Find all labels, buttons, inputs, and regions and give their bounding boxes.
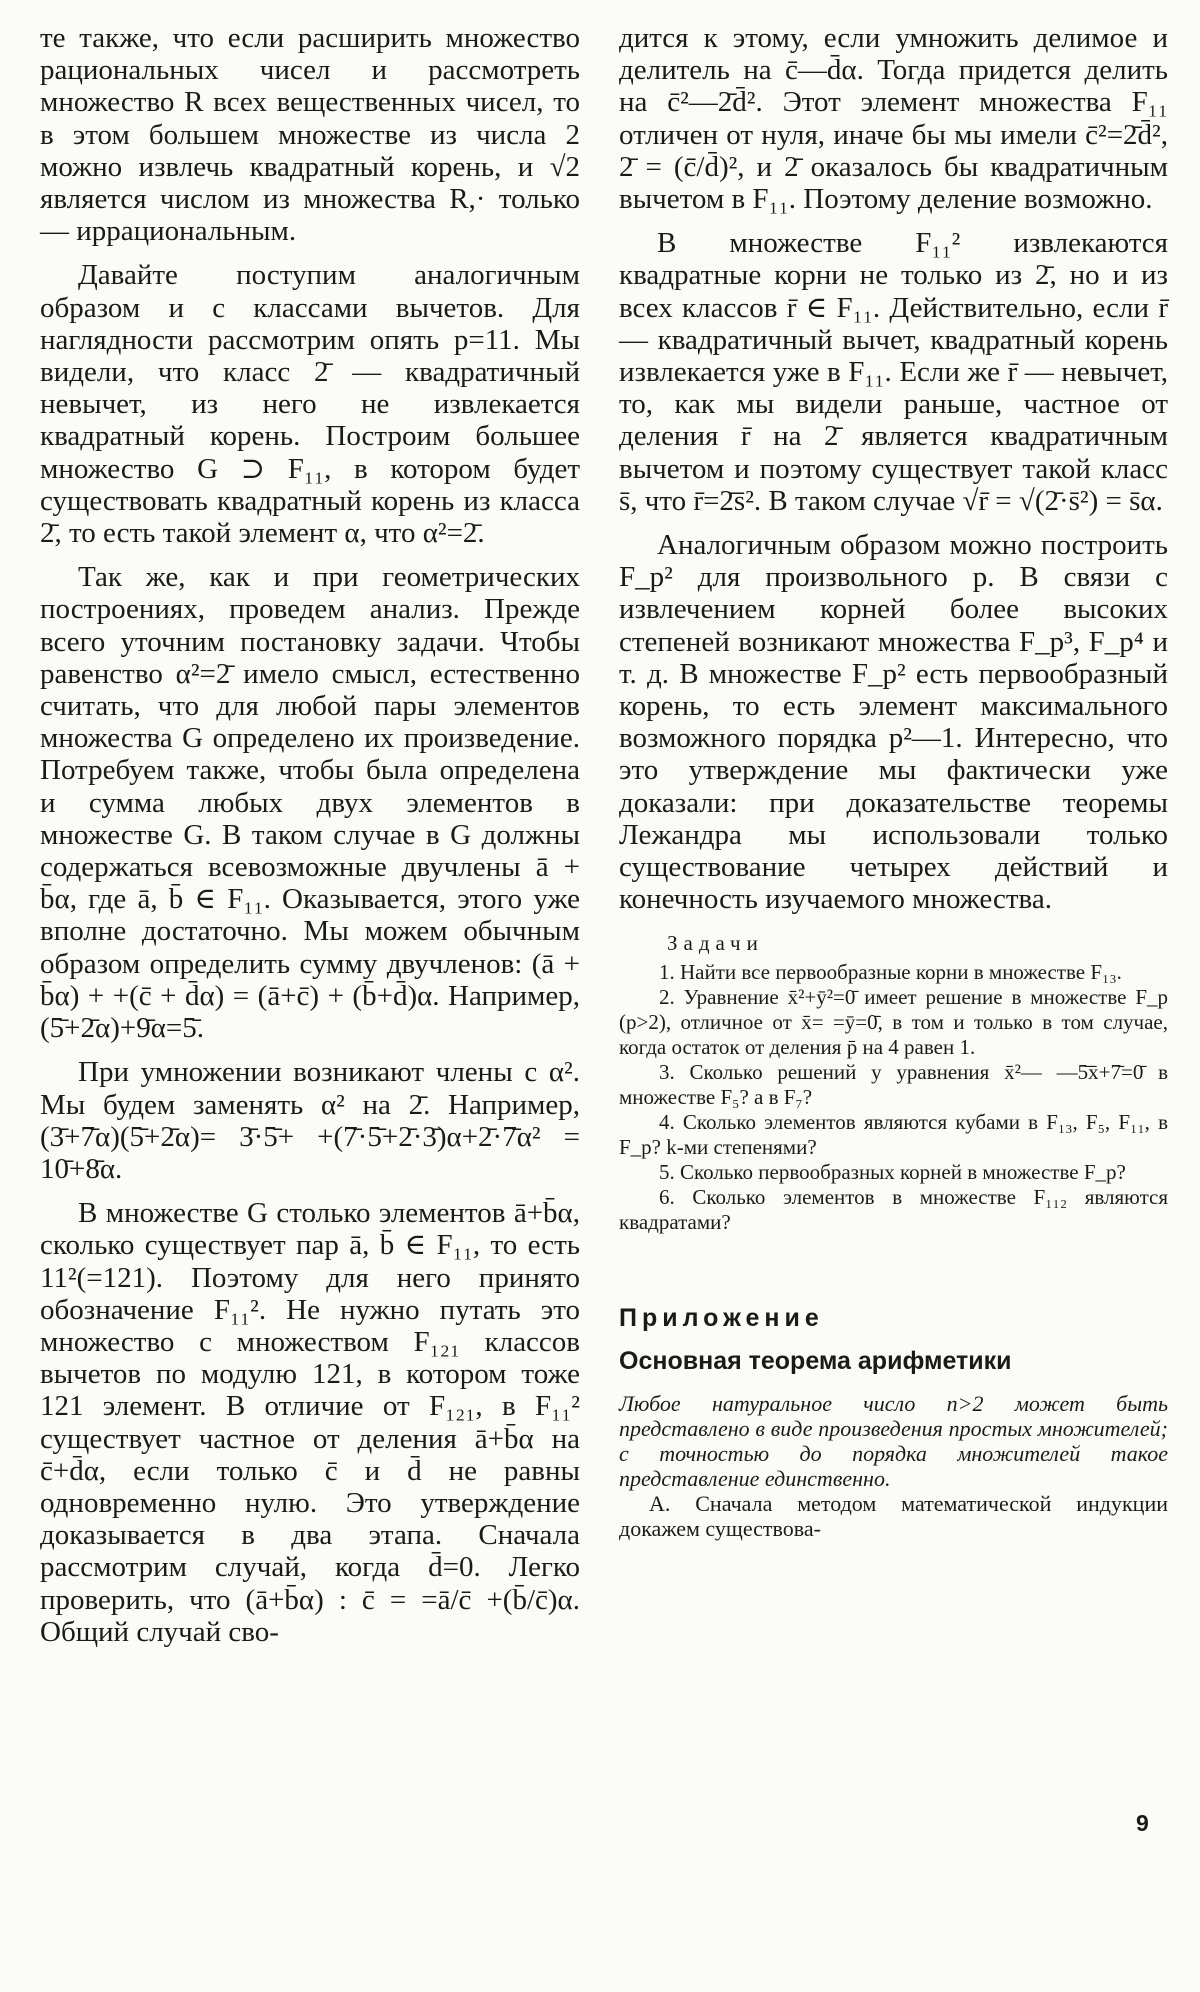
paragraph: дится к этому, если умножить делимое и делитель на c̄—d̄α. Тогда придется делить на c̄²—2̄d̄². Этот элемент множества F₁₁ отличен от нуля, иначе бы мы имели c̄²=2̄d̄², 2̄ = (c̄/d̄)², и 2̄ оказалось бы квадратичным вычетом в F₁₁. Поэтому деление возможно. (619, 22, 1168, 216)
paragraph: В множестве F₁₁² извлекаются квадратные корни не только из 2̄, но и из всех классов r̄ ∈ F₁₁. Действительно, если r̄ — квадратичный вычет, квадратный корень извлекается уже в F₁₁. Если же r̄ — невычет, то, как мы видели раньше, частное от деления r̄ на 2̄ является квадратичным вычетом и поэтому существует такой класс s̄, что r̄=2̄s̄². В таком случае √r̄ = √(2̄·s̄²) = s̄α. (619, 227, 1168, 517)
task-item: 5. Сколько первообразных корней в множестве F_p? (659, 1160, 1126, 1185)
paragraph: При умножении возникают члены с α². Мы будем заменять α² на 2̄. Например, (3̄+7̄α)(5̄+2̄α)= 3̄·5̄+ +(7̄·5̄+2̄·3̄)α+2̄·7̄α² = 10̄+8̄α. (40, 1056, 580, 1185)
appendix-heading: Приложение (619, 1304, 824, 1333)
task-item: 1. Найти все первообразные корни в множестве F₁₃. (659, 960, 1122, 985)
tasks-title: Задачи (667, 931, 764, 956)
theorem-statement: Любое натуральное число n>2 может быть представлено в виде произведения простых множителей; с точностью до порядка множителей такое представление единственно. (619, 1391, 1168, 1492)
paragraph: те также, что если расширить множество рациональных чисел и рассмотреть множество R всех вещественных чисел, то в этом большем множестве из числа 2 можно извлечь квадратный корень, и √2 является числом из множества R,· только — иррациональным. (40, 22, 580, 248)
page-number: 9 (1136, 1810, 1149, 1836)
paragraph: Так же, как и при геометрических построениях, проведем анализ. Прежде всего уточним постановку задачи. Чтобы равенство α²=2̄ имело смысл, естественно считать, что для любой пары элементов множества G определено их произведение. Потребуем также, чтобы была определена и сумма любых двух элементов в множестве G. В таком случае в G должны содержаться всевозможные двучлены ā + b̄α, где ā, b̄ ∈ F₁₁. Оказывается, этого уже вполне достаточно. Мы можем обычным образом определить сумму двучленов: (ā + b̄α) + +(c̄ + d̄α) = (ā+c̄) + (b̄+d̄)α. Например, (5̄+2̄α)+9̄α=5̄. (40, 561, 580, 1045)
paragraph: Давайте поступим аналогичным образом и с классами вычетов. Для наглядности рассмотрим опять p=11. Мы видели, что класс 2̄ — квадратичный невычет, из него не извлекается квадратный корень. Построим большее множество G ⊃ F₁₁, в котором будет существовать квадратный корень из класса 2̄, то есть такой элемент α, что α²=2̄. (40, 259, 580, 550)
task-item: 4. Сколько элементов являются кубами в F₁₃, F₅, F₁₁, в F_p? k-ми степенями? (619, 1110, 1168, 1160)
right-column (619, 22, 1168, 1541)
left-column (40, 22, 580, 1648)
task-item: 6. Сколько элементов в множестве F₁₁₂ являются квадратами? (619, 1185, 1168, 1235)
tasks-section (619, 931, 1168, 1235)
proof-start: А. Сначала методом математической индукции докажем существова- (619, 1491, 1168, 1542)
theorem-title: Основная теорема арифметики (619, 1347, 1012, 1376)
task-item: 3. Сколько решений у уравнения x̄²— —5̄x̄+7̄=0̄ в множестве F₅? а в F₇? (619, 1060, 1168, 1110)
paragraph: Аналогичным образом можно построить F_p² для произвольного p. В связи с извлечением корней более высоких степеней возникают множества F_p³, F_p⁴ и т. д. В множестве F_p² есть первообразный корень, то есть элемент максимального возможного порядка p²—1. Интересно, что это утверждение мы фактически уже доказали: при доказательстве теоремы Лежандра мы использовали только существование четырех действий и конечность изучаемого множества. (619, 529, 1168, 916)
paragraph: В множестве G столько элементов ā+b̄α, сколько существует пар ā, b̄ ∈ F₁₁, то есть 11²(=121). Поэтому для него принято обозначение F₁₁². Не нужно путать это множество с множеством F₁₂₁ классов вычетов по модулю 121, в котором тоже 121 элемент. В отличие от F₁₂₁, в F₁₁² существует частное от деления ā+b̄α на c̄+d̄α, если только c̄ и d̄ не равны одновременно нулю. Это утверждение доказывается в два этапа. Сначала рассмотрим случай, когда d̄=0. Легко проверить, что (ā+b̄α) : c̄ = =ā/c̄ +(b̄/c̄)α. Общий случай сво- (40, 1197, 580, 1648)
task-item: 2. Уравнение x̄²+ȳ²=0̄ имеет решение в множестве F_p (p>2), отличное от x̄= =ȳ=0̄, в том и только в том случае, когда остаток от деления p̄ на 4 равен 1. (619, 985, 1168, 1060)
